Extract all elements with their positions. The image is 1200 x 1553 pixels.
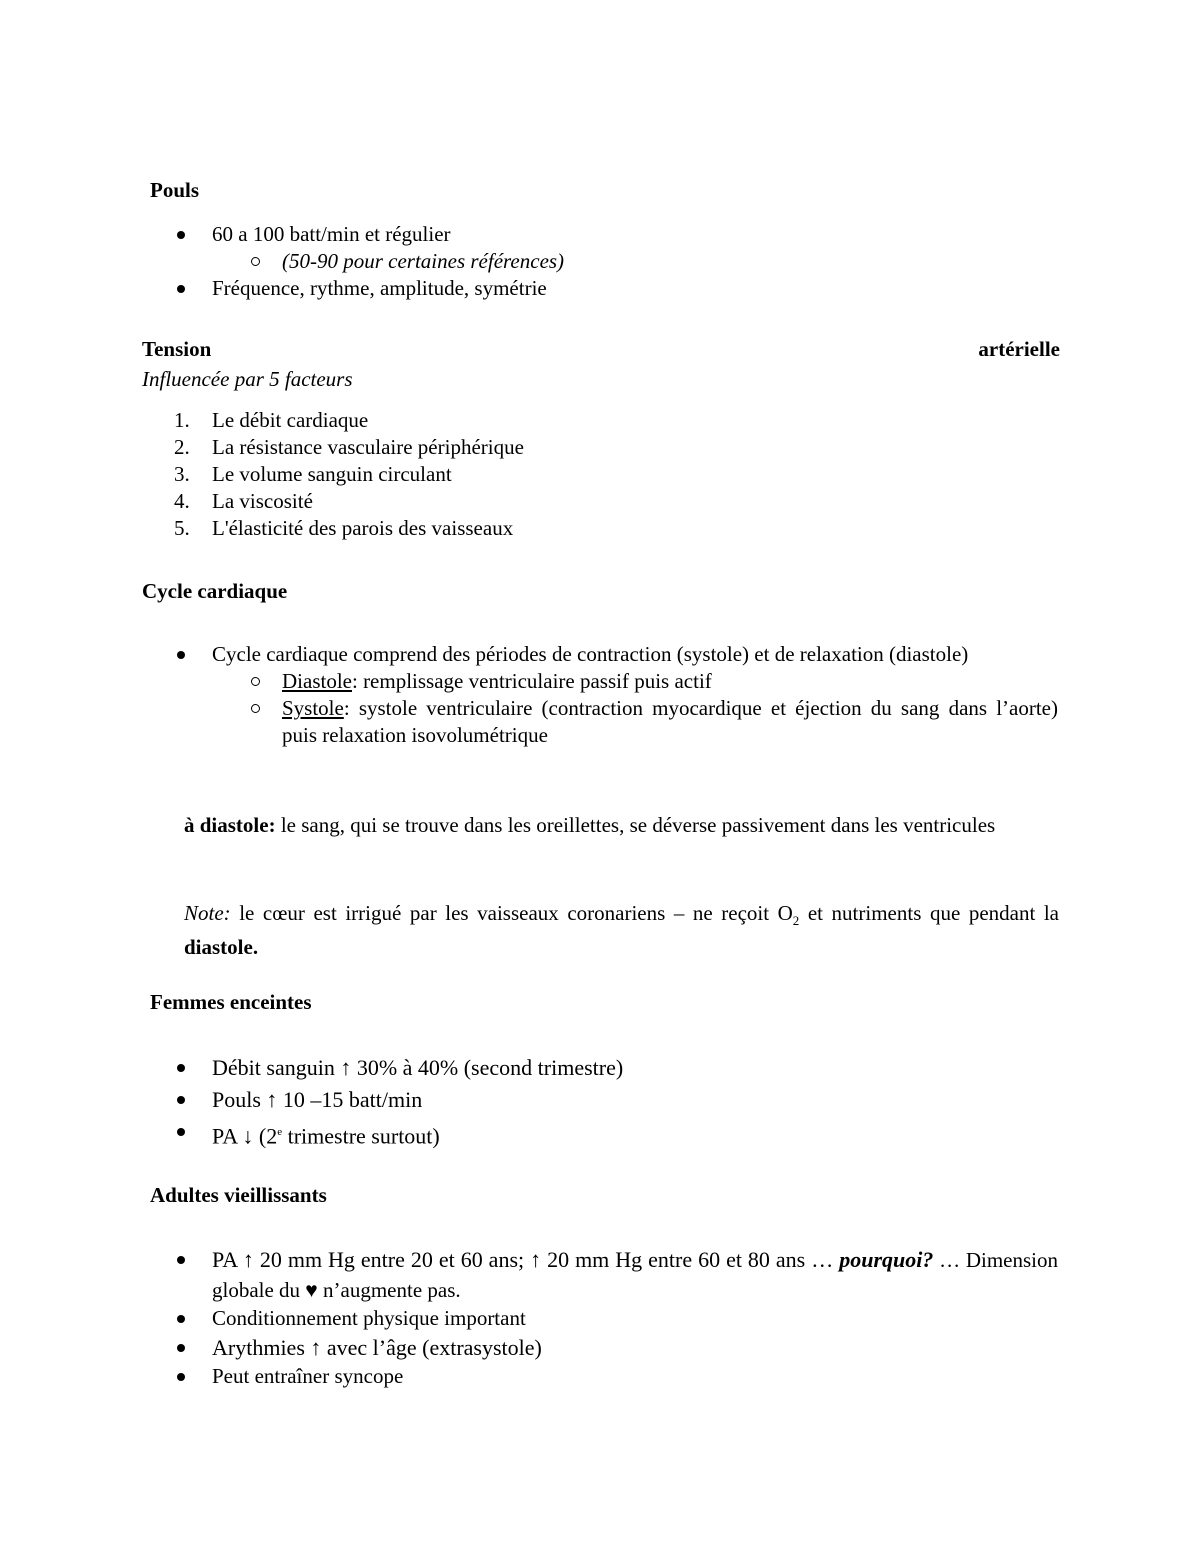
systole-text: : systole ventriculaire (contraction myocardique et éjection du sang dans l’aorte) puis relaxation isovolumétrique <box>282 696 1058 747</box>
note-label: Note: <box>184 901 231 925</box>
paragraph-text: le sang, qui se trouve dans les oreillettes, se déverse passivement dans les ventricules <box>275 813 996 837</box>
list-item-text: Peut entraîner syncope <box>212 1364 404 1388</box>
list-item <box>0 515 1200 542</box>
list-item <box>0 641 1200 668</box>
list-item-text: Fréquence, rythme, amplitude, symétrie <box>212 276 547 300</box>
list-item-text: Conditionnement physique important <box>212 1306 526 1330</box>
bullet-icon <box>177 1256 185 1264</box>
list-item-text: La viscosité <box>212 489 313 513</box>
list-item <box>0 461 1200 488</box>
circle-bullet-icon <box>251 704 260 713</box>
systole-label: Systole <box>282 696 344 720</box>
circle-bullet-icon <box>251 257 260 266</box>
factors-list <box>0 407 1200 542</box>
pourquoi-text: pourquoi? <box>839 1247 934 1272</box>
list-item-text: Le volume sanguin circulant <box>212 462 452 486</box>
list-item <box>0 221 1200 248</box>
list-item <box>0 1305 1200 1332</box>
section-title-cycle: Cycle cardiaque <box>142 579 288 603</box>
diastole-paragraph <box>184 812 1059 839</box>
list-item-text: Débit sanguin ↑ 30% à 40% (second trimestre) <box>212 1055 624 1080</box>
adultes-list <box>0 1245 1200 1390</box>
bullet-icon <box>177 1096 185 1104</box>
list-number: 1. <box>174 408 190 432</box>
list-item <box>0 1332 1200 1363</box>
bullet-icon <box>177 1344 185 1352</box>
sub-list-item <box>0 248 1200 275</box>
bullet-icon <box>177 1315 185 1323</box>
title-left: Tension <box>142 337 212 361</box>
list-item <box>0 1084 1200 1116</box>
list-item-text: trimestre surtout) <box>282 1123 440 1149</box>
list-number: 5. <box>174 516 190 540</box>
note-text: le cœur est irrigué par les vaisseaux coronariens – ne reçoit O <box>230 901 793 925</box>
list-item-text: Pouls ↑ 10 –15 batt/min <box>212 1087 423 1112</box>
diastole-text: : remplissage ventriculaire passif puis actif <box>351 669 712 693</box>
list-number: 3. <box>174 462 190 486</box>
cycle-list <box>0 641 1200 749</box>
bullet-icon <box>177 1064 185 1072</box>
list-item <box>0 488 1200 515</box>
list-item-text: … Dimension globale du ♥ n’augmente pas. <box>212 1248 1058 1302</box>
bullet-icon <box>177 1373 185 1381</box>
list-item-text: 60 a 100 batt/min et régulier <box>212 222 451 246</box>
list-item <box>0 407 1200 434</box>
list-item-text: Cycle cardiaque comprend des périodes de contraction (systole) et de relaxation (diastole) <box>212 642 969 666</box>
section-title-adultes: Adultes vieillissants <box>150 1183 327 1207</box>
list-item <box>0 1116 1200 1152</box>
subscript: 2 <box>792 913 800 929</box>
bullet-icon <box>177 1128 185 1136</box>
diastole-label: Diastole <box>282 669 352 693</box>
section-title-pouls: Pouls <box>150 178 200 202</box>
section-title-femmes: Femmes enceintes <box>150 990 312 1014</box>
note-bold: diastole. <box>184 935 259 960</box>
femmes-list <box>0 1052 1200 1152</box>
note-paragraph <box>184 900 1059 961</box>
list-item-text: Le débit cardiaque <box>212 408 369 432</box>
list-item-text: Arythmies ↑ avec l’âge (extrasystole) <box>212 1335 542 1360</box>
sub-list-item <box>0 695 1200 749</box>
sub-list-item <box>0 668 1200 695</box>
list-item <box>0 275 1200 302</box>
list-number: 4. <box>174 489 190 513</box>
list-item <box>0 434 1200 461</box>
list-item-text: (50-90 pour certaines références) <box>282 249 565 273</box>
title-right: artérielle <box>978 337 1060 361</box>
list-item-text: La résistance vasculaire périphérique <box>212 435 524 459</box>
list-item <box>0 1245 1200 1305</box>
bullet-icon <box>177 285 185 293</box>
tension-subtitle: Influencée par 5 facteurs <box>142 367 353 391</box>
paragraph-bold: à diastole: <box>184 813 276 837</box>
bullet-icon <box>177 651 185 659</box>
circle-bullet-icon <box>251 677 260 686</box>
list-item <box>0 1363 1200 1390</box>
list-item <box>0 1052 1200 1084</box>
note-text: et nutriments que pendant la <box>799 901 1060 925</box>
pouls-list <box>0 221 1200 302</box>
bullet-icon <box>177 231 185 239</box>
superscript: e <box>277 1126 283 1138</box>
list-item-text: PA ↓ (2 <box>212 1123 278 1149</box>
list-item-text: PA ↑ 20 mm Hg entre 20 et 60 ans; ↑ 20 mm Hg entre 60 et 80 ans … <box>212 1247 840 1272</box>
list-number: 2. <box>174 435 190 459</box>
list-item-text: L'élasticité des parois des vaisseaux <box>212 516 514 540</box>
